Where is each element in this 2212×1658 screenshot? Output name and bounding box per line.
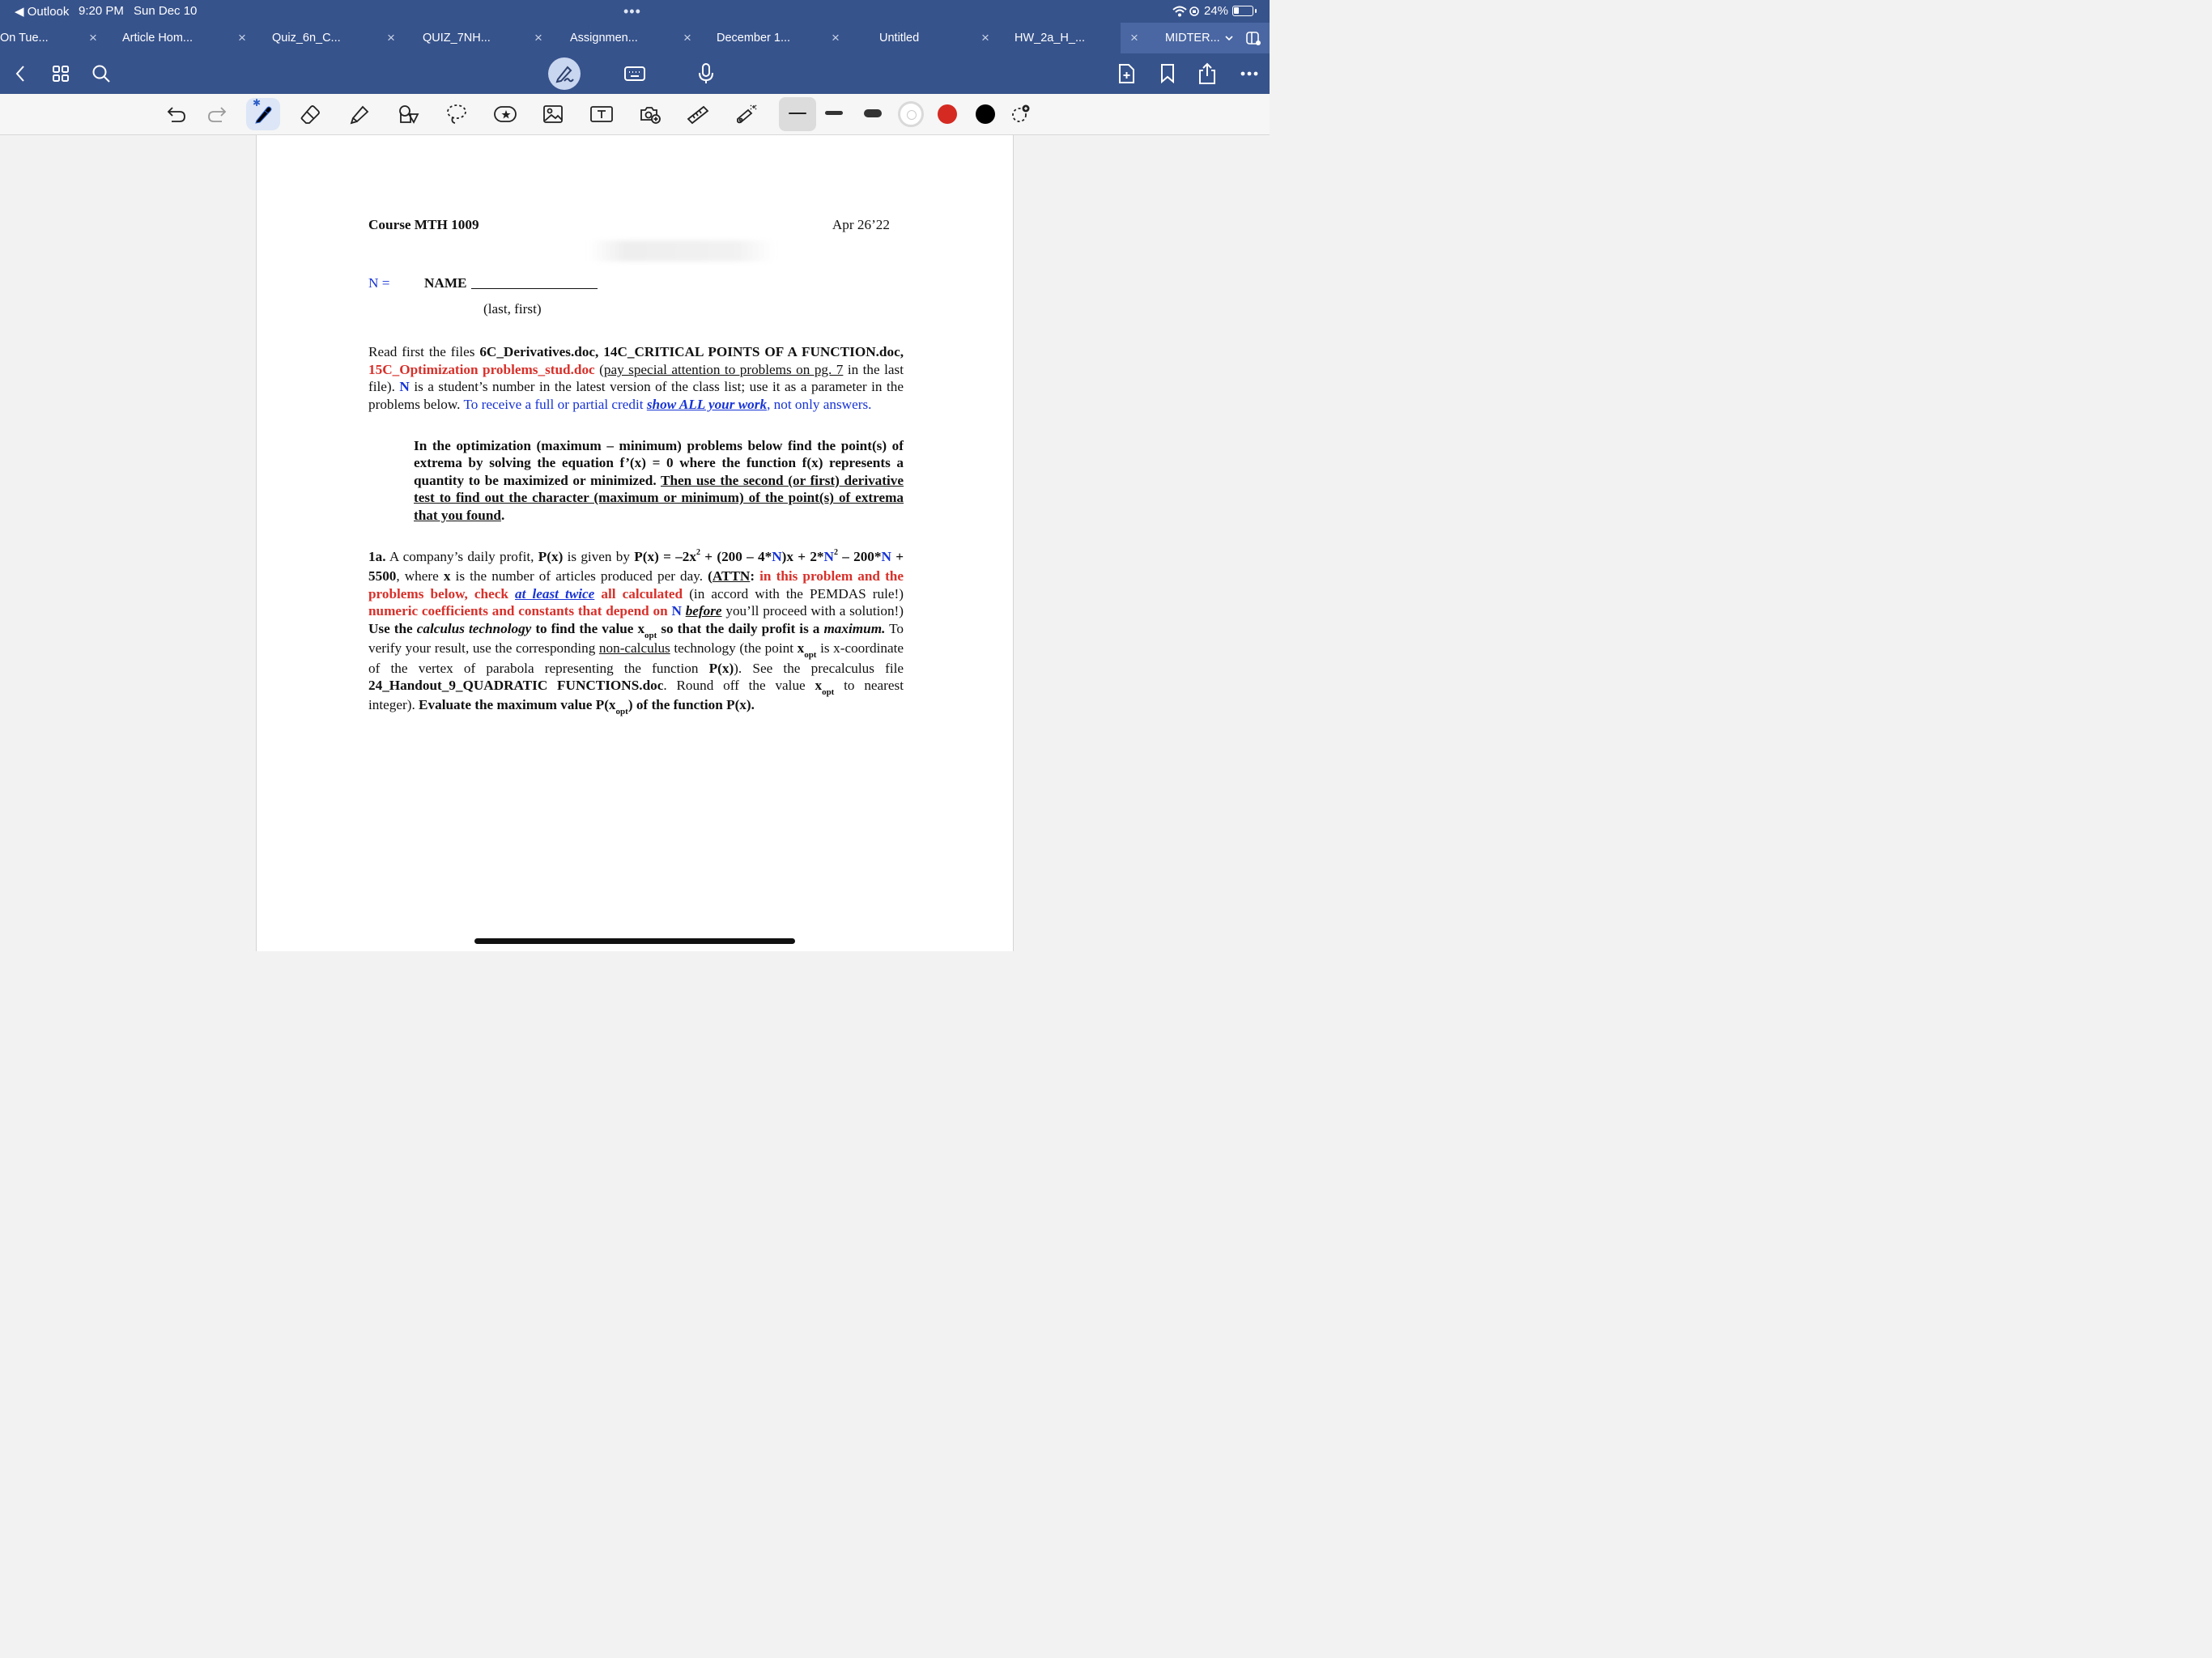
text-run: is given by [563, 549, 635, 565]
tab-7[interactable] [845, 23, 994, 53]
close-tab-icon[interactable]: × [534, 30, 542, 45]
close-tab-icon[interactable]: × [89, 30, 97, 45]
elements-button[interactable] [490, 99, 521, 130]
stroke-thin-option[interactable] [779, 97, 816, 131]
tab-label: December 1... [717, 32, 791, 45]
text-run: opt [804, 650, 817, 661]
close-tab-icon[interactable]: × [683, 30, 691, 45]
tab-label: Article Hom... [122, 32, 194, 45]
lasso-icon [445, 103, 469, 125]
image-icon [542, 104, 564, 124]
n-variable: N [881, 549, 891, 565]
document-canvas[interactable] [0, 135, 1270, 951]
file-names: 6C_Derivatives.doc, 14C_CRITICAL POINTS OF A FUNCTION.doc, [479, 344, 904, 360]
laser-pointer-button[interactable] [731, 99, 762, 130]
tab-label: On Tue... [0, 32, 49, 45]
share-icon [1197, 62, 1218, 85]
text-run: in this problem and the problems below, check [368, 568, 904, 602]
text-run: to nearest integer). [368, 677, 904, 713]
eraser-button[interactable] [295, 99, 325, 130]
text-run: pay special attention to problems on pg. 7 [603, 361, 844, 377]
orientation-lock-icon [1189, 6, 1200, 17]
n-variable: N [772, 549, 782, 565]
ruler-button[interactable] [683, 99, 713, 130]
text-run: . Round off the value [663, 677, 815, 693]
annotation-toolbar [0, 94, 1270, 135]
tab-label: HW_2a_H_... [1015, 32, 1086, 45]
problem-1a [368, 548, 904, 716]
pen-tool-button[interactable] [246, 98, 280, 130]
microphone-icon [698, 62, 714, 85]
tab-label: Untitled [879, 32, 920, 45]
profit-formula: P(x) = –2x [634, 549, 696, 565]
tab-5[interactable] [547, 23, 696, 53]
bluetooth-pencil-icon: ✱ [253, 97, 262, 108]
name-blank-line [471, 288, 598, 289]
pen-mode-button[interactable] [547, 53, 581, 94]
grid-view-button[interactable] [49, 53, 73, 94]
shapes-icon [396, 103, 420, 125]
more-dots-icon [1240, 70, 1259, 77]
text-run: at least twice [515, 585, 595, 602]
text-run: ( [594, 361, 604, 377]
text-run: opt [615, 707, 628, 717]
text-run: Then use the second (or first) derivative test to find out the character (maximum or minimum) of the point(s) of extrema that you found [414, 472, 904, 523]
text-run: In the optimization (maximum – minimum) problems below find the point(s) of extrema by solving the equation f’(x) = 0 where the function f(x) represents a quantity to be maximized or minimized. [414, 438, 904, 488]
tab-label: Assignmen... [570, 32, 638, 45]
camera-button[interactable] [635, 99, 666, 130]
add-color-button[interactable] [1005, 99, 1036, 130]
redo-button[interactable] [202, 99, 232, 130]
pen-squiggle-icon [554, 63, 575, 84]
text-run: before [685, 603, 722, 619]
camera-add-icon [639, 104, 661, 125]
document-header [368, 216, 904, 236]
document-tab-bar [0, 23, 1270, 53]
laser-pointer-icon [734, 103, 759, 125]
highlighter-icon [348, 104, 371, 125]
back-to-app-link[interactable]: ◀ Outlook [15, 5, 70, 19]
status-bar [0, 0, 1270, 22]
stroke-medium-option[interactable] [825, 111, 843, 115]
redo-icon [206, 104, 228, 124]
multitask-dots-icon[interactable]: ••• [623, 3, 641, 19]
course-title: Course MTH 1009 [368, 217, 479, 232]
last-first-hint: (last, first) [483, 301, 542, 317]
add-page-button[interactable] [1114, 53, 1138, 94]
back-button[interactable] [8, 53, 32, 94]
color-red-swatch[interactable] [938, 104, 957, 124]
color-white-swatch[interactable] [898, 101, 924, 127]
text-run: Read first the files [368, 344, 480, 360]
close-tab-icon[interactable]: × [1130, 30, 1138, 45]
text-run: – 200* [837, 549, 882, 565]
document-date: Apr 26’22 [832, 217, 890, 232]
keyboard-icon [623, 65, 646, 83]
battery-icon [1232, 6, 1253, 16]
text-run: , where [396, 568, 444, 585]
text-run: Evaluate the maximum value P(x [419, 697, 616, 713]
text-run: opt [822, 687, 835, 697]
text-run: all calculated [594, 585, 683, 602]
text-run: ATTN [712, 568, 751, 585]
tab-4[interactable] [398, 23, 547, 53]
image-button[interactable] [538, 99, 568, 130]
text-run: so that the daily profit is a [657, 620, 824, 636]
split-view-icon[interactable] [1245, 30, 1261, 46]
app-chrome [0, 0, 1270, 94]
thin-line-icon [789, 113, 806, 114]
bookmark-button[interactable] [1156, 53, 1179, 94]
bookmark-icon [1159, 63, 1176, 84]
add-page-icon [1117, 63, 1136, 84]
close-tab-icon[interactable]: × [387, 30, 395, 45]
n-variable: N [671, 603, 682, 619]
tab-2[interactable] [100, 23, 249, 53]
text-run: + (200 – 4* [700, 549, 772, 565]
chevron-down-icon[interactable] [1224, 34, 1234, 42]
text-run: to find the value x [531, 620, 645, 636]
close-tab-icon[interactable]: × [832, 30, 840, 45]
text-run: x [443, 568, 451, 585]
text-run: A company’s daily profit, [385, 549, 538, 565]
text-run: Use the [368, 620, 417, 636]
text-run: maximum. [823, 620, 886, 636]
tab-label: Quiz_6n_C... [272, 32, 341, 45]
text-run: 2 [696, 548, 700, 558]
search-button[interactable] [89, 53, 113, 94]
text-run: technology (the point [670, 640, 798, 657]
text-run: . [500, 507, 505, 523]
add-color-icon [1010, 104, 1031, 125]
text-run: ). See the precalculus file [734, 660, 904, 676]
stroke-thick-option[interactable] [864, 109, 882, 117]
undo-icon [165, 104, 188, 124]
document-content [368, 216, 904, 716]
student-info-line [368, 274, 904, 294]
status-date: Sun Dec 10 [134, 4, 198, 18]
tab-9-active[interactable] [1121, 23, 1270, 53]
text-run: P(x) [708, 660, 734, 676]
text-box-icon [589, 104, 614, 124]
undo-button[interactable] [161, 99, 192, 130]
color-black-swatch[interactable] [976, 104, 995, 124]
text-run: x [815, 677, 823, 693]
text-run: non-calculus [598, 640, 670, 657]
battery-percent: 24% [1204, 4, 1229, 18]
eraser-icon [299, 104, 321, 125]
text-run: P(x) [538, 549, 564, 565]
optimization-file-name: 15C_Optimization problems_stud.doc [368, 361, 595, 377]
shapes-button[interactable] [393, 99, 423, 130]
text-button[interactable] [586, 99, 617, 130]
n-variable: N [399, 379, 410, 395]
text-run: ( [708, 568, 713, 585]
instructions-paragraph [368, 343, 904, 413]
close-tab-icon[interactable]: × [981, 30, 989, 45]
elements-star-icon [493, 104, 517, 124]
text-run: numeric coefficients and constants that depend on [368, 603, 672, 619]
text-run: in the last file). [368, 361, 904, 395]
microphone-button[interactable] [695, 53, 717, 94]
highlighter-button[interactable] [344, 99, 375, 130]
text-run: + 5500 [368, 549, 904, 585]
text-run: calculus technology [416, 620, 532, 636]
tab-label: MIDTER... [1165, 32, 1220, 45]
close-tab-icon[interactable]: × [238, 30, 246, 45]
text-run: is the number of articles produced per day. [450, 568, 708, 585]
text-run: x [797, 640, 805, 657]
text-run: ) of the function P(x). [627, 697, 755, 713]
text-run: To verify your result, use the corresponding [368, 620, 904, 657]
name-label: NAME [424, 275, 467, 291]
text-run: )x + 2* [781, 549, 824, 565]
tab-1[interactable] [0, 23, 100, 53]
keyboard-button[interactable] [622, 53, 648, 94]
text-run: opt [644, 630, 657, 640]
chevron-left-icon [15, 65, 26, 83]
tab-label: QUIZ_7NH... [423, 32, 491, 45]
text-run: , not only answers. [767, 396, 872, 412]
text-run: : [750, 568, 760, 585]
problem-number: 1a. [368, 549, 386, 565]
text-run: is x-coordinate of the vertex of parabola representing the function [368, 640, 904, 676]
share-button[interactable] [1195, 53, 1219, 94]
text-run: show ALL your work [646, 396, 768, 412]
n-variable: N [823, 549, 834, 565]
text-run: (in accord with the PEMDAS rule!) [683, 585, 904, 602]
text-run: you’ll proceed with a solution!) [721, 603, 904, 619]
text-run: is a student’s number in the latest version of the class list; use it as a parameter in the problems below. [368, 379, 904, 412]
optimization-instructions [414, 437, 904, 524]
text-run: To receive a full or partial credit [463, 396, 647, 412]
wifi-icon [1172, 6, 1188, 17]
document-page[interactable] [256, 135, 1014, 951]
status-time: 9:20 PM [79, 4, 124, 18]
navigation-bar [0, 53, 1270, 94]
handout-file-name: 24_Handout_9_QUADRATIC FUNCTIONS.doc [368, 677, 664, 693]
grid-icon [52, 65, 70, 83]
n-label: N = [368, 275, 390, 291]
text-run: 2 [833, 548, 838, 558]
search-icon [91, 64, 111, 83]
tab-8[interactable] [994, 23, 1121, 53]
tab-3[interactable] [249, 23, 398, 53]
tab-6[interactable] [696, 23, 845, 53]
ruler-icon [686, 104, 710, 125]
lasso-button[interactable] [441, 99, 472, 130]
home-indicator[interactable] [474, 938, 795, 944]
more-button[interactable] [1237, 53, 1261, 94]
